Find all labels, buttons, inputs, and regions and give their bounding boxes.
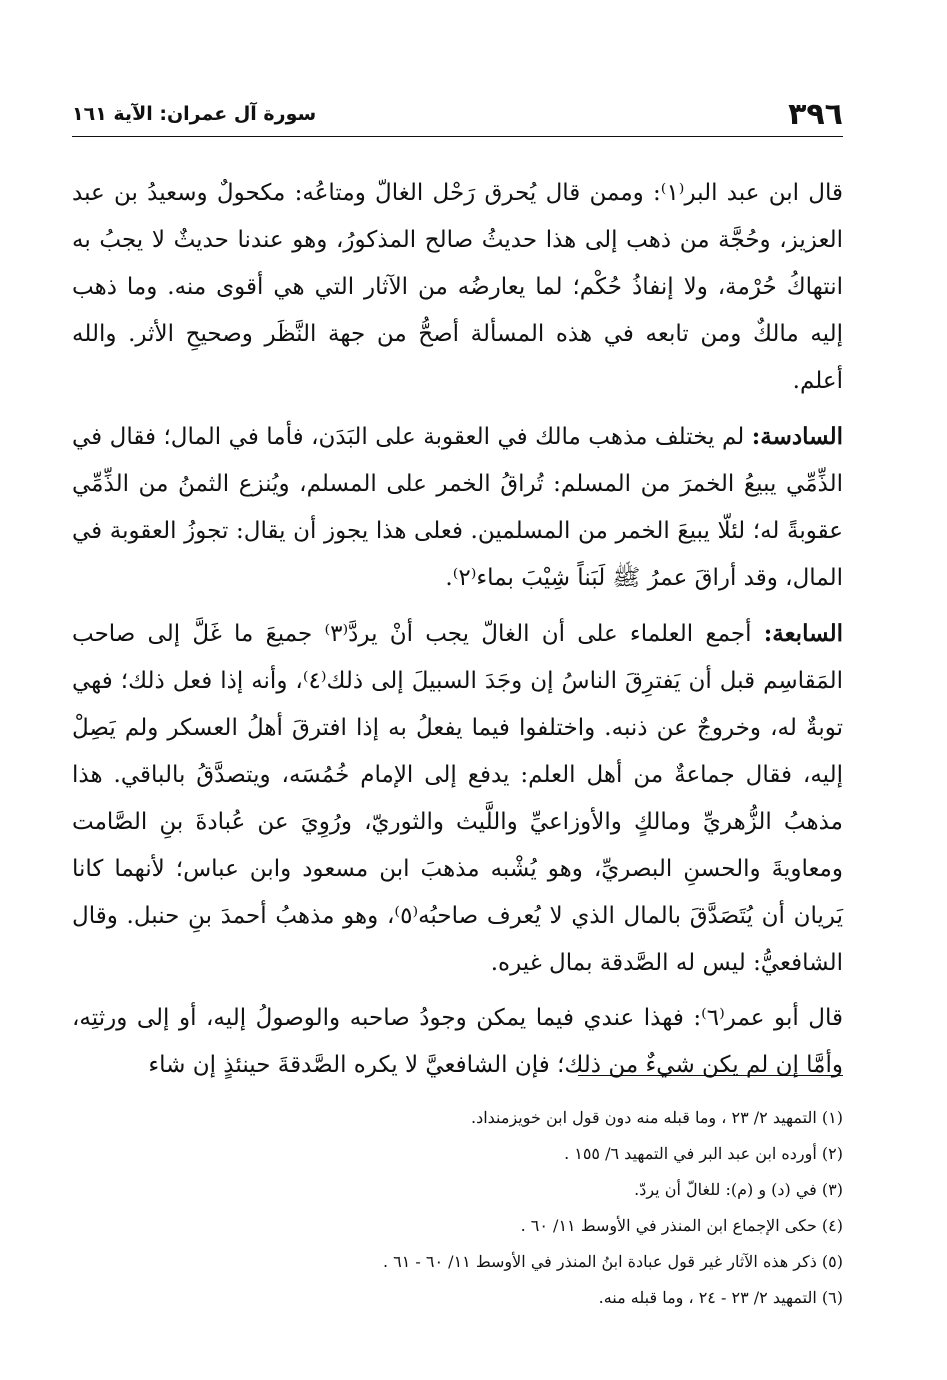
paragraph-sixth	[72, 413, 843, 602]
footnote-1: (١) التمهيد ٢/ ٢٣ ، وما قبله منه دون قول ابن خويزمنداد.	[471, 1108, 843, 1127]
paragraph-text: قال ابن عبد البر⁽١⁾: وممن قال يُحرق رَحْل الغالّ ومتاعُه: مكحولٌ وسعيدُ بن عبد العزيز، وحُجَّة من ذهب إلى هذا حديثُ صالح المذكورُ، وهو عندنا حديثٌ لا يجبُ به انتهاكُ حُرْمة، ولا إنفاذُ حُكْم؛ لما يعارضُه من الآثار التي هي أقوى منه. وما ذهب إليه مالكٌ ومن تابعه في هذه المسألة أصحُّ من جهة النَّظَر وصحيحِ الأثر. والله أعلم.	[72, 180, 843, 394]
footnote-6: (٦) التمهيد ٢/ ٢٣ - ٢٤ ، وما قبله منه.	[598, 1288, 843, 1307]
paragraph-lead: السابعة:	[763, 620, 844, 647]
page-header	[72, 96, 843, 137]
paragraph-seventh	[72, 610, 843, 987]
paragraph-text: لم يختلف مذهب مالك في العقوبة على البَدَن، فأما في المال؛ فقال في الذِّمِّي يبيعُ الخمرَ من المسلم: تُراقُ الخمر على المسلم، ويُنزع الثمنُ من الذِّمِّي عقوبةً له؛ لئلّا يبيعَ الخمر من المسلمين. فعلى هذا يجوز أن يقال: تجوزُ العقوبة في المال، وقد أراقَ عمرُ ﷺ لَبَناً شِيْبَ بماء⁽٢⁾.	[72, 424, 843, 591]
running-title: سورة آل عمران: الآية ١٦١	[72, 103, 317, 125]
paragraph-ibn-abd-al-barr	[72, 170, 843, 405]
paragraph-text: قال أبو عمر⁽٦⁾: فهذا عندي فيما يمكن وجودُ صاحبه والوصولُ إليه، أو إلى ورثتِه، وأمَّا إن لم يكن شيءٌ من ذلك؛ فإن الشافعيَّ لا يكره الصَّدقةَ حينئذٍ إن شاء	[72, 1005, 843, 1078]
footnote-divider	[578, 1075, 843, 1076]
footnote-4: (٤) حكى الإجماع ابن المنذر في الأوسط ١١/ ٦٠ .	[520, 1216, 843, 1235]
paragraph-text: أجمع العلماء على أن الغالّ يجب أنْ يردَّ⁽٣⁾ جميعَ ما غَلَّ إلى صاحب المَقاسِم قبل أن يَفترِقَ الناسُ إن وجَدَ السبيلَ إلى ذلك⁽٤⁾، وأنه إذا فعل ذلك؛ فهي توبةٌ له، وخروجٌ عن ذنبه. واختلفوا فيما يفعلُ به إذا افترقَ أهلُ العسكر ولم يَصِلْ إليه، فقال جماعةٌ من أهل العلم: يدفع إلى الإمام خُمُسَه، ويتصدَّقُ بالباقي. هذا مذهبُ الزُّهريِّ ومالكٍ والأوزاعيِّ واللَّيث والثوريّ، ورُوِيَ عن عُبادةَ بنِ الصَّامت ومعاويةَ والحسنِ البصريِّ، وهو يُشْبه مذهبَ ابن مسعود وابن عباس؛ لأنهما كانا يَريان أن يُتَصَدَّقَ بالمال الذي لا يُعرف صاحبُه⁽٥⁾، وهو مذهبُ أحمدَ بنِ حنبل. وقال الشافعيُّ: ليس له الصَّدقة بمال غيره.	[72, 621, 843, 976]
footnote-2: (٢) أورده ابن عبد البر في التمهيد ٦/ ١٥٥ .	[564, 1144, 843, 1163]
paragraph-lead: السادسة:	[751, 423, 844, 450]
main-text	[72, 170, 843, 1097]
footnotes-list	[72, 1100, 843, 1316]
footnote-5: (٥) ذكر هذه الآثار غير قول عبادة ابنُ المنذر في الأوسط ١١/ ٦٠ - ٦١ .	[382, 1252, 843, 1271]
footnote-3: (٣) في (د) و (م): للغالّ أن يردّ.	[634, 1180, 843, 1199]
page-number: ٣٩٦	[788, 96, 843, 132]
